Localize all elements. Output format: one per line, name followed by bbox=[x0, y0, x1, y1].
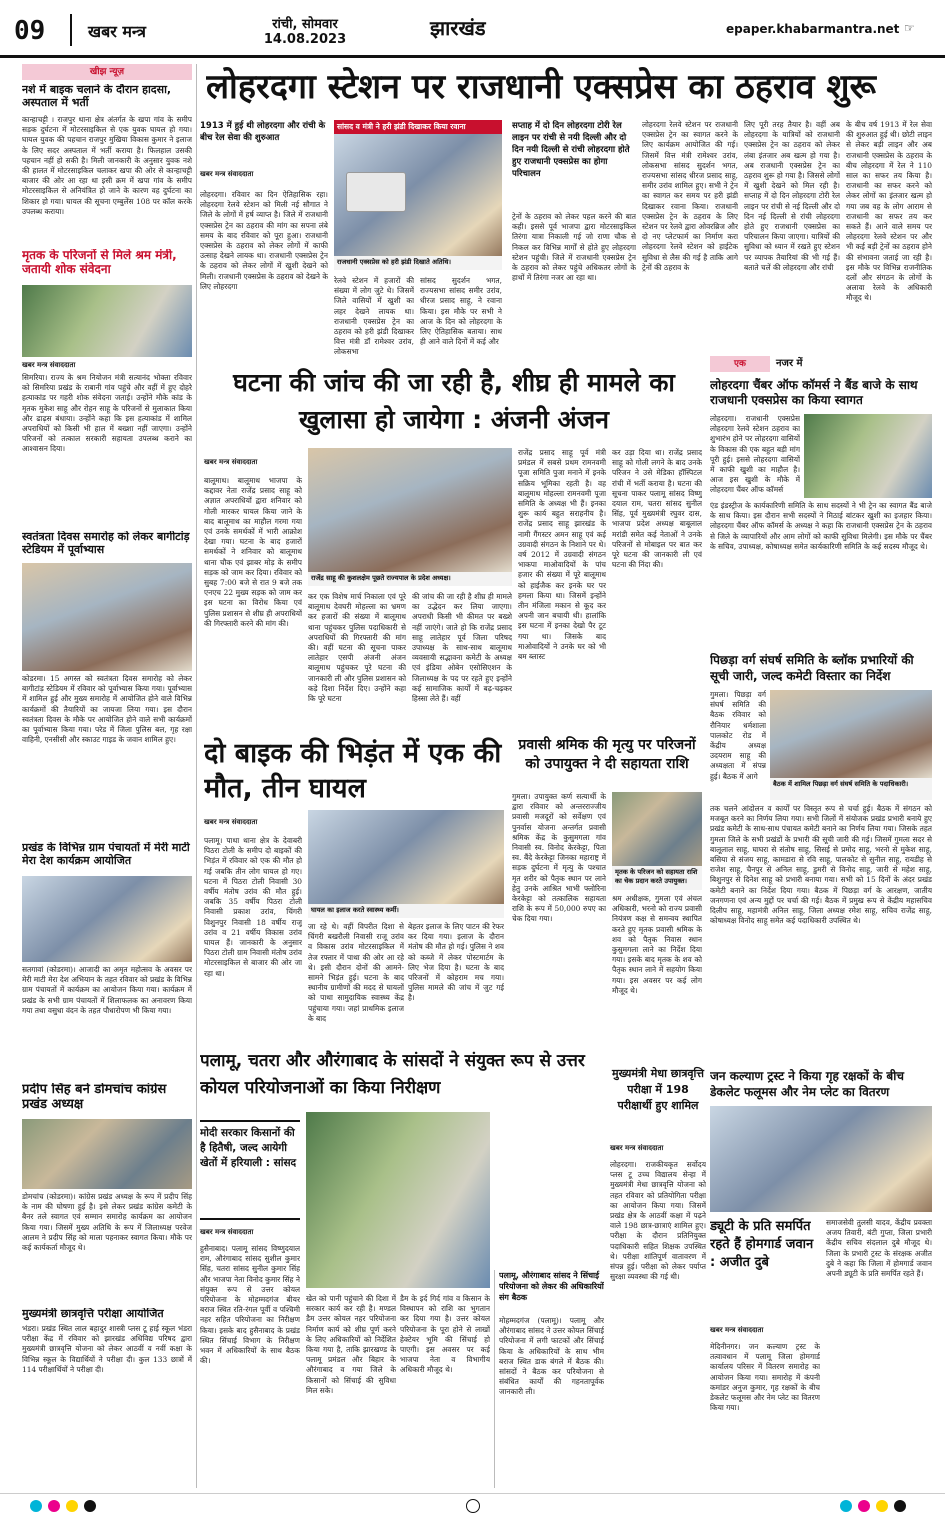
ghatna-headline: घटना की जांच की जा रही है, शीघ्र ही मामले का खुलासा हो जायेगा : अंजनी अंजन bbox=[233, 368, 675, 434]
story6-title: मुख्यमंत्री छात्रवृत्ति परीक्षा आयोजित bbox=[22, 1308, 164, 1320]
print-registration-strip bbox=[0, 1493, 945, 1517]
story5-photo bbox=[22, 1119, 192, 1189]
story5-title: प्रदीप सिंह बने डोमचांच कांग्रेस प्रखंड अध्यक्ष bbox=[22, 1083, 167, 1112]
pichhda-photo-box bbox=[770, 690, 932, 800]
bike-photo-box bbox=[308, 810, 504, 918]
lead-col3: सांसद सुदर्शन भगत, राज्यसभा सांसद समीर उरांव, धीरज प्रसाद साहू, ने रवाना किया। इस मौके पर सभी ने आज के दिन को लोहरदगा के लिए ऐतिहासिक बताया। साथ ही आने वाले दिनों में कई और bbox=[420, 276, 502, 347]
sansad-col3: डैम के इर्द गिर्द गांव व किसान के विस्थापन को राशि का भुगतान कर दिया गया है। उत्तर कोयल परियोजना के पूरा होने से लाखों हेक्टेयर भूमि की सिंचाई हो पाएगी। इस अवसर पर कई भाजपा नेता व विभागीय अधिकारी मौजूद थे। bbox=[400, 1294, 490, 1375]
column-divider bbox=[196, 64, 197, 1488]
bike-photo bbox=[308, 810, 504, 904]
pravasi-col2: श्रम अधीक्षक, गुमला एवं अंचल अधिकारी, भरनो को राज्य प्रवासी नियंत्रण कक्ष से समन्वय स्थापित करते हुए मृतक प्रवासी श्रमिक के शव को पैतृक निवास स्थान कुसुमगला लाने का निर्देश दिया गया। इसके बाद मृतक के शव को पैतृक स्थान लाने में सहयोग किया गया। इस अवसर पर कई लोग मौजूद थे। bbox=[612, 894, 702, 995]
registration-mark-icon bbox=[466, 1499, 480, 1513]
kalyan-headline: जन कल्याण ट्रस्ट ने किया गृह रक्षकों के बीच डेकलेट फलूमस और नेम प्लेट का वितरण bbox=[710, 1069, 905, 1099]
kalyan-text-right: समाजसेवी तुलसी यादव, केंद्रीय प्रवक्ता अजय तिवारी, बंटी गुप्ता, जिला प्रभारी केंद्रीय सचिव संदलाल दुबे मौजूद थे। जिला के प्रभारी ट्रस्ट के संरक्षक अजीत दुबे ने कहा कि जिला में होमगार्ड जवान अपनी ड्यूटी के प्रति समर्पित रहते हैं। bbox=[826, 1218, 932, 1279]
sansad-side-box bbox=[494, 1270, 604, 1488]
magenta-dot bbox=[858, 1500, 870, 1512]
bike-headline: दो बाइक की भिड़ंत में एक की मौत, तीन घायल bbox=[204, 738, 502, 804]
sansad-col2: खेत को पानी पहुंचाने की दिशा में सरकार कार्य कर रही है। मण्डल डैम उत्तर कोयल नहर परियोजना निर्माण कार्य को शीघ्र पूर्ण करने के लिए अधिकारियों को निर्देशित किया गया है, ताकि झारखण्ड के पलामू प्रमंडल और बिहार के औरंगाबाद व गया जिले के किसानों को सिंचाई की सुविधा मिल सके। bbox=[306, 1294, 396, 1395]
city-day: रांची, सोमवार bbox=[272, 17, 338, 32]
bike-reporter: खबर मन्त्र संवाददाता bbox=[204, 818, 258, 826]
story4-title: प्रखंड के विभिन्न ग्राम पंचायतों में मेरी माटी मेरा देश कार्यक्रम आयोजित bbox=[22, 842, 190, 867]
pichhda-text-top: गुमला। पिछड़ा वर्ग संघर्ष समिति की बैठक रविवार को रौनियार धर्मशाला पालकोट रोड में केंद्रीय अध्यक्ष उदयराम साहू की अध्यक्षता में संपन्न हुई। बैठक में आगे bbox=[710, 690, 766, 781]
najar-band bbox=[710, 356, 932, 372]
story1-title: नशे में बाइक चलाने के दौरान हादसा, अस्पताल में भर्ती bbox=[22, 84, 172, 109]
bike-col2: जा रहे थे। वहीं विपरीत दिशा से चिंगरी बखरौली निवासी राजू उरांव व विकास उरांव मोटरसाइकिल में तेज रफ्तार में पाथा की ओर आ रहे थे। इसी दौरान दोनों की आमने-सामने भिड़ंत हुई। घटना के बाद स्थानीय ग्रामीणों की मदद से घायलों को पाथा सामुदायिक स्वास्थ्य केंद्र पहुंचाया गया। जहां प्राथमिक इलाज के बाद bbox=[308, 922, 404, 1023]
lead-deck: सप्ताह में दो दिन लोहरदगा टोरी रेल लाइन पर रांची से नयी दिल्ली और दो दिन नयी दिल्ली से रांची लोहरदगा होते हुए राजधानी एक्सप्रेस का होगा परिचालन bbox=[512, 121, 630, 179]
story2-photo bbox=[22, 285, 192, 357]
kalyan-sub: ड्यूटी के प्रति समर्पित रहते हैं होमगार्ड जवान : अजीत दुबे bbox=[710, 1219, 814, 1270]
medha-reporter: खबर मन्त्र संवाददाता bbox=[610, 1144, 664, 1152]
pravasi-photo-caption: मृतक के परिजन को सहायता राशि का चेक प्रदान करते उपायुक्त। bbox=[612, 866, 702, 890]
bike-photo-caption: घायल का इलाज करते स्वास्थ्य कर्मी। bbox=[308, 904, 504, 918]
sansad-box: मोदी सरकार किसानों की है हितैषी, जल्द आयेगी खेतों में हरियाली : सांसद bbox=[200, 1120, 300, 1220]
bike-col1: पलामू। पाथा थाना क्षेत्र के देवाबरी पिठरा टोली के समीप दो बाइकों की भिड़ंत में रविवार को एक की मौत हो गई जबकि तीन लोग घायल हो गए। घटना में पिठरा टोली निवासी 30 वर्षीय मंतोष उरांव की मौत हुई। जबकि 35 वर्षीय पिठरा टोली निवासी प्रकाश उरांव, चिंगरी विशुनपुर निवासी 18 वर्षीय राजू उरांव व 21 वर्षीय विकास उरांव घायल हैं। जानकारी के अनुसार पिठरा टोली ग्राम निवासी मंतोष उरांव मोटरसाइकिल से बाजार की ओर जा रहा था। bbox=[204, 836, 302, 978]
section-name: झारखंड bbox=[430, 16, 486, 40]
cyan-dot bbox=[840, 1500, 852, 1512]
najar-photo bbox=[804, 414, 932, 498]
story2-title: मृतक के परिजनों से मिले श्रम मंत्री, जतायी शोक संवेदना bbox=[22, 249, 177, 276]
yellow-dot bbox=[66, 1500, 78, 1512]
website[interactable]: epaper.khabarmantra.net bbox=[726, 22, 900, 36]
sansad-photo bbox=[306, 1112, 490, 1288]
najar-box bbox=[710, 356, 932, 642]
ghatna-photo bbox=[308, 448, 512, 572]
sansad-col1: हुसैनाबाद। पलामू सांसद विष्णुदयाल राम, औरंगाबाद सांसद सुशील कुमार सिंह, चतरा सांसद सुनील कुमार सिंह और भाजपा नेता विनोद कुमार सिंह ने संयुक्त रूप से उत्तर कोयल परियोजना के मोहम्मदगंज बीयर बराज स्थित रति-रंगल पूर्वी व पश्चिमी नहर सहित परियोजना का निरीक्षण किया। इसके बाद हुसैनाबाद के प्रखंड स्थित सिंचाई विभाग के निरीक्षण भवन में अधिकारियों के साथ बैठक की। bbox=[200, 1244, 300, 1366]
lead-photo-tag: सांसद व मंत्री ने हरी झंडी दिखाकर किया रवाना bbox=[334, 120, 502, 134]
lead-col2: रेलवे स्टेशन में हजारों की संख्या में लोग जुटे थे। जिसमें जिले वासियों में खुशी का लहर देखने लायक था। राजधानी एक्सप्रेस ट्रेन का ठहराव को हरी झंडी दिखाकर वित्त मंत्री डॉ रामेश्वर उरांव, लोकसभा bbox=[334, 276, 414, 357]
cursor-icon: ☞ bbox=[904, 21, 915, 35]
page-number: 09 bbox=[14, 16, 46, 46]
black-dot bbox=[84, 1500, 96, 1512]
ghatna-col5: कर उड़ा दिया था। राजेंद्र प्रसाद साहू को गोली लगने के बाद उनके परिजन ने उसे मेडिका हॉस्पिटल रांची में भर्ती कराया है। घटना की सूचना पाकर पलामू सांसद विष्णु दयाल राम, चतरा सांसद सुनील सिंह, पूर्व मुख्यमंत्री रघुवर दास, भाजपा प्रदेश अध्यक्ष बाबूलाल मरांडी समेत कई नेताओं ने उनके परिजनों से मोबाइल पर बात कर पूरे घटना की जानकारी ली एवं घटना की निंदा की। bbox=[612, 448, 702, 570]
lead-photo-box bbox=[334, 120, 502, 270]
issue-date: 14.08.2023 bbox=[263, 32, 347, 47]
najar-text: एंड इंडस्ट्रीज के कार्यकारिणी समिति के साथ सदस्यों ने भी ट्रेन का स्वागत बैंड बाजे के साथ किया। इस दौरान सभी सदस्यों ने मिठाई बांटकर खुशी का इजहार किया। लोहरदगा चैंबर ऑफ कॉमर्स के अध्यक्ष ने कहा कि राजधानी एक्सप्रेस ट्रेन के ठहराव से जिले के व्यापारियों और आम लोगों को काफी सुविधा मिलेगी। इस मौके पर चैंबर के सचिव, उपाध्यक्ष, कोषाध्यक्ष समेत कार्यकारिणी समिति के कई सदस्य मौजूद थे। bbox=[710, 501, 932, 551]
ghatna-col4: राजेंद्र प्रसाद साहू पूर्व मंत्री प्रमंडल में सबसे प्रथम रामनवमी पूजा समिति पुजा मनाने में इनके सक्रिय भूमिका रहती है। वह बालूमाथ मोहल्ला रामनवमी पूजा समिति के अध्यक्ष भी हैं। इनका शुरू कार्य बहुत सराहनीय है। राजेंद्र प्रसाद साहू झारखंड के नामी गैंगस्टर अमन साहू एवं कई उग्रवादी संगठन के निशाने पर थे। वर्ष 2012 में उग्रवादी संगठन भाकपा माओवादियों के पांच हजार की संख्या में पूरे बालूमाथ को हाईजैक कर इनके घर पर हमला किया था। जिसमें इन्होंने तीन मंजिला मकान से कूद कर अपनी जान बचायी थी। हालांकि इस घटना में इनका देखो पैर टूट गया था। जिसके बाद माओवादियों ने उनके घर को भी बम ब्लास्ट bbox=[518, 448, 606, 662]
sansad-side-text: मोहम्मदगंज (पलामू)। पलामू और औरंगाबाद सांसद ने उत्तर कोयल सिंचाई परियोजना में लगी फाटकों और सिंचाई किया के अधिकारियों के साथ भीम बराज स्थित डाक बंगले में बैठक की। सांसदों ने बैठक कर परियोजना से संबंधित कार्यों की गहनतापूर्वक जानकारी ली। bbox=[499, 1316, 604, 1397]
lead-col6: लिए पूरी तरह तैयार है। वहीं अब लोहरदगा के यात्रियों को राजधानी एक्सप्रेस ट्रेन का ठहराव को लेकर लंबा इंतजार अब खत्म हो गया है। अब राजधानी एक्सप्रेस ट्रेन का ठहराव शुरू हो गया है। जिससे लोगों में खुशी देखने को मिल रही है। सप्ताह में दो दिन लोहरदगा टोरी रेल लाइन पर रांची से नई दिल्ली और दो दिन नई दिल्ली से रांची लोहरदगा होते हुए राजधानी एक्सप्रेस का परिचालन किया जाएगा। यात्रियों की सुविधा को ध्यान में रखते हुए स्टेशन पर व्यापक तैयारियां की भी गई हैं। बताते चलें की लोहरदगा और रांची bbox=[744, 120, 840, 272]
pichhda-photo bbox=[770, 690, 932, 778]
medha-text: लोहरदगा। राजकीयकृत सर्वोदय प्लस टू उच्च विद्यालय सेन्हा में मुख्यमंत्री मेधा छात्रवृत्ति योजना को तहत रविवार को प्रतियोगिता परीक्षा का आयोजन किया गया। जिसमें प्रखंड क्षेत्र के आठवीं कक्षा में पढ़ने वाले 198 छात्र-छात्राएं शामिल हुए। परीक्षा के दौरान प्रतिनियुक्त पदाधिकारी सहित शिक्षक उपस्थित थे। परीक्षा शांतिपूर्ण वातावरण में संपन्न हुई। परीक्षा को लेकर पर्याप्त सुरक्षा व्यवस्था की गई थी। bbox=[610, 1160, 706, 1282]
ghatna-col3: की जांच की जा रही है शीघ्र ही मामले का उद्भेदन कर लिया जाएगा। अपराधी किसी भी कीमत पर बख्शे नहीं जाएंगे। जाते हो कि राजेंद्र प्रसाद साहू लातेहार पूर्व जिला परिषद उपाध्यक्ष के साथ-साथ बालूमाथ व्यवसायी सद्भावना कमेटी के अध्यक्ष एवं इंडिया ओबेन एसोसिएशन के जिलाध्यक्ष के पद पर रहते हुए इन्होंने कई सामाजिक कार्यों में बढ़-चढ़कर हिस्सा लेते हैं। वहीं bbox=[412, 592, 512, 704]
ghatna-photo-box bbox=[308, 448, 512, 586]
ghatna-col1: बालूमाथ। बालूमाथ भाजपा के कद्दावर नेता राजेंद्र प्रसाद साहू को अज्ञात अपराधियों द्वारा शनिवार को गोली मारकर घायल किया जाने के बाद बालूमाथ का माहौल गरमा गया एवं उनके समर्थकों में भारी आक्रोश देखा गया। घटना के बाद हजारों समर्थकों ने शनिवार को बालूमाथ थाना चौक एवं झाबर मोड़ के समीप सड़क को जाम कर दिया। रविवार को सुबह 7:00 बजे से रात 9 बजे तक एनएच 22 मुख्य सड़क को जाम कर इस घटना का विरोध किया एवं पुलिस प्रशासन से शीघ्र ही अपराधियों की गिरफ्तारी करने की मांग की। bbox=[204, 476, 302, 628]
najar-band-b: नजर में bbox=[770, 356, 932, 372]
story3-photo bbox=[22, 563, 192, 671]
ghatna-col2: कर एक विशेष मार्च निकाला एवं पूरे बालूमाथ देवघरी मोहल्ला का भ्रमण कर हजारों की संख्या में बालूमाथ थाना पहुंचकर पुलिस पदाधिकारी से अपराधियों की गिरफ्तारी की मांग की। वहीं घटना की सूचना पाकर लातेहार एसपी अंजनी अंजन बालूमाथ पहुंचकर पूरे घटना की जानकारी ली और पुलिस प्रशासन को कड़े दिशा निर्देश दिए। उन्होंने कहा कि पूरे घटना bbox=[308, 592, 406, 704]
lead-reporter: खबर मन्त्र संवाददाता bbox=[200, 170, 254, 178]
pravasi-photo bbox=[612, 792, 702, 866]
kalyan-text-left: मेदिनीनगर। जन कल्याण ट्रस्ट के तत्वावधान में पलामू जिला होमगार्ड कार्यालय परिसर में वितरण समारोह का आयोजन किया गया। समारोह में कंपनी कमांडर अनुज कुमार, गृह रक्षकों के बीच डेकलेट फलूमस और नेम प्लेट का वितरण किया गया। bbox=[710, 1342, 820, 1413]
left-column bbox=[22, 64, 192, 1489]
lead-col7: के बीच वर्ष 1913 में रेल सेवा की शुरुआत हुई थी। छोटी लाइन से लेकर बड़ी लाइन और अब राजधानी एक्सप्रेस के ठहराव के बीच लोहरदगा में रेल ने 110 साल का सफर तय किया है। राजधानी का सफर करने को लेकर लोगों का इंतजार खत्म हो गया जब वह के लोग आराम से राजधानी का सफर तय कर सकते हैं। आने वाले समय पर लोहरदगा रेलवे स्टेशन पर और भी कई बड़ी ट्रेनों का ठहराव होने की संभावना जताई जा रही है। इस मौके पर विभिन्न राजनीतिक दलों और संगठन के लोगों के अलावा रेलवे के अधिकारी मौजूद थे। bbox=[846, 120, 932, 303]
story5-body: डोमचांच (कोडरमा)। कांग्रेस प्रखंड अध्यक्ष के रूप में प्रदीप सिंह के नाम की घोषणा हुई है। इसे लेकर प्रखंड कांग्रेस कमेटी के बैनर तले स्वागत एवं सम्मान समारोह कार्यक्रम का आयोजन किया गया। जिसमें मुख्य अतिथि के रूप में जिलाध्यक्ष परवेज आलम ने प्रदीप सिंह को माला पहनाकर स्वागत किया। मौके पर कई कार्यकर्ता मौजूद थे। bbox=[22, 1192, 192, 1253]
pichhda-headline: पिछड़ा वर्ग संघर्ष समिति के ब्लॉक प्रभारियों की सूची जारी, जल्द कमेटी विस्तार का निर्देश bbox=[710, 653, 914, 683]
story3-body: कोडरमा। 15 अगस्त को स्वतंत्रता दिवस समारोह को लेकर बागीटांड़ स्टेडियम में रविवार को पूर्वाभ्यास किया गया। पूर्वाभ्यास में शामिल हुई और मुख्य समारोह में आयोजित होने वाले विभिन्न कार्यक्रमों की तैयारियों का जायजा लिया गया। इस दौरान स्वतंत्रता दिवस के मौके पर आयोजित होने वाले सभी कार्यक्रमों का पूर्वाभ्यास किया गया। परेड में जिला पुलिस बल, गृह रक्षा वाहिनी, एनसीसी और स्काउट गाइड के जवान शामिल हुए। bbox=[22, 674, 192, 745]
lead-photo bbox=[334, 134, 502, 256]
ghatna-photo-caption: राजेंद्र साहू की कुशलक्षेम पूछते राज्यपाल के प्रदेश अध्यक्ष। bbox=[308, 572, 512, 586]
yellow-dot bbox=[876, 1500, 888, 1512]
paper-name: खबर मन्त्र bbox=[88, 22, 146, 41]
story3-title: स्वतंत्रता दिवस समारोह को लेकर बागीटांड़ स्टेडियम में पूर्वाभ्यास bbox=[22, 531, 190, 556]
story4-photo bbox=[22, 876, 192, 962]
najar-band-a: एक bbox=[710, 356, 770, 372]
sansad-headline: पलामू, चतरा और औरंगाबाद के सांसदों ने संयुक्त रूप से उत्तर कोयल परियोजनाओं का किया निरीक्षण bbox=[200, 1051, 585, 1098]
najar-title: लोहरदगा चैंबर ऑफ कॉमर्स ने बैंड बाजे के साथ राजधानी एक्सप्रेस का किया स्वागत bbox=[710, 378, 918, 407]
najar-text-top: लोहरदगा। राजधानी एक्सप्रेस लोहरदगा रेलवे स्टेशन ठहराव का शुभारंभ होने पर लोहरदगा वासियों के विकास की एक बहुत बड़ी मांग पूरी हुई। इससे लोहरदगा वासियों में काफी खुशी का माहौल है। आज इस खुशी के मौके में लोहरदगा चैंबर ऑफ कॉमर्स bbox=[710, 414, 800, 495]
lead-col5: लोहरदगा रेलवे स्टेशन पर राजधानी एक्सप्रेस ट्रेन का स्वागत करने के लिए कार्यक्रम आयोजित की गई। जिसमें वित्त मंत्री रामेश्वर उरांव, लोकसभा सांसद सुदर्शन भगत, राज्यसभा सांसद धीरज प्रसाद साहू, समीर उरांव शामिल हुए। सभी ने ट्रेन का स्वागत कर समय पर हरी झंडी दिखाकर रवाना किया। राजधानी एक्सप्रेस ट्रेन के ठहराव के लिए स्टेशन पर रेलवे द्वारा ओवरब्रिज और दो नए प्लेटफार्म का निर्माण करा लोहरदगा रेलवे स्टेशन को हाईटेक सुविधा से लैस की गई है ताकि आगे ट्रेनों की ठहराव के bbox=[642, 120, 738, 272]
pravasi-headline: प्रवासी श्रमिक की मृत्यु पर परिजनों को उपायुक्त ने दी सहायता राशि bbox=[518, 737, 696, 772]
lead-col1: लोहरदगा। रविवार का दिन ऐतिहासिक रहा। लोहरदगा रेलवे स्टेशन को मिली नई सौगात ने जिले के लोगों में हर्ष व्याप्त है। जिले में राजधानी एक्सप्रेस ट्रेन का ठहराव की मांग का सपना लंबे समय के बाद रविवार को पूरा हुआ। राजधानी एक्सप्रेस के ठहराव को लेकर लोगों में काफी उत्साह देखने लायक था। राजधानी एक्सप्रेस ट्रेन के ठहराव को लेकर लोगों में खुशी देखने को मिली। राजधानी एक्सप्रेस के ठहराव को देखने के लिए लोहरदगा bbox=[200, 190, 328, 291]
bike-col3: बेहतर इलाज के लिए पाटन की रेफर कर दिया गया। इलाज के दौरान मंतोष की मौत हो गई। पुलिस ने शव को कब्जे में लेकर पोस्टमार्टम के लिए भेज दिया है। घटना के बाद परिजनों में कोहराम मच गया। पुलिस मामले की जांच में जुट गई है। bbox=[408, 922, 504, 1003]
kalyan-reporter: खबर मन्त्र संवाददाता bbox=[710, 1326, 764, 1334]
story6-body: भंडरा। प्रखंड स्थित लाल बहादुर शास्त्री प्लस टू हाई स्कूल भंडरा परीक्षा केंद्र में रविवार को झारखंड अधिविद्य परिषद द्वारा मुख्यमंत्री छात्रवृत्ति योजना को लेकर आठवीं व नवीं कक्षा के विभिन्न स्कूल के विद्यार्थियों ने परीक्षा दी। कुल 133 छात्रों में 114 परीक्षार्थियों ने परीक्षा दी। bbox=[22, 1324, 192, 1374]
story2-reporter: खबर मन्त्र संवाददाता bbox=[22, 361, 76, 369]
pravasi-photo-box bbox=[612, 792, 702, 890]
story1-body: कान्हाचट्टी । राजपुर थाना क्षेत्र अंतर्गत के खपा गांव के समीप सड़क दुर्घटना में मोटरसाइकिल से एक युवक घायल हो गया। घायल युवक की पहचान राजपुर मुखिया विकास कुमार ने इलाज के लिए सदर अस्पताल में भर्ती कराया है। फिलहाल उसकी पहचान नहीं हो सकी है। मिली जानकारी के अनुसार युवक नशे की हालत में मोटरसाइकिल चलाकर खपा की ओर से कान्हाचट्टी बाजार की ओर आ रहा था इसी क्रम में खपा गांव के समीप मोटरसाइकिल से अनियंत्रित हो जाने के कारण वह दुर्घटना का शिकार हो गया। घायल की सूचना एम्बुलेंस 108 पर कॉल करके उपलब्ध कराया। bbox=[22, 115, 192, 216]
medha-headline: मुख्यमंत्री मेधा छात्रवृत्ति परीक्षा में 198 परीक्षार्थी हुए शामिल bbox=[612, 1067, 704, 1112]
lead-headline: लोहरदगा स्टेशन पर राजधानी एक्सप्रेस का ठहराव शुरू bbox=[206, 67, 876, 107]
sansad-reporter: खबर मन्त्र संवाददाता bbox=[200, 1228, 254, 1236]
train-engine-shape bbox=[346, 172, 406, 212]
black-dot bbox=[894, 1500, 906, 1512]
ghatna-reporter: खबर मन्त्र संवाददाता bbox=[204, 458, 258, 466]
kalyan-photo bbox=[710, 1106, 932, 1212]
cyan-dot bbox=[30, 1500, 42, 1512]
lead-col4: ट्रेनों के ठहराव को लेकर पहल करने की बात कही। इससे पूर्व भाजपा द्वारा मोटरसाइकिल तिरंगा यात्रा निकाली गई जो राणा चौक से निकल कर विभिन्न मार्गों से होते हुए लोहरदगा स्टेशन पहुंची। जिले में राजधानी एक्सप्रेस ट्रेन के ठहराव को लेकर पहुंचे अधिकतर लोगों के हाथों में तिरंगा नजर आ रहा था। bbox=[512, 212, 636, 283]
pichhda-photo-caption: बैठक में शामिल पिछड़ा वर्ग संघर्ष समिति के पदाधिकारी। bbox=[770, 778, 932, 800]
lead-intro: 1913 में हुई थी लोहरदगा और रांची के बीच रेल सेवा की शुरुआत bbox=[200, 121, 326, 143]
divider bbox=[70, 14, 72, 46]
pichhda-text: तक चलने आंदोलन व कार्यों पर विस्तृत रूप से चर्चा हुई। बैठक में संगठन को मजबूत करने का निर्णय लिया गया। सभी जिलों में संयोजक प्रखंड प्रभारी बनाये हुए प्रखंड कमेटी के साथ-साथ पंचायत कमेटी बनाने का निर्णय लिया गया। जिसके तहत गुमला जिले के सभी प्रखंडों के प्रभारी की सूची जारी की गई। जिसमें गुमला सदर से बालूलाल साहू, घाघरा से संतोष साहू, सिसई से प्रमोद साहू, भरनो से मुकेश साहू, बसिया से संजय साहू, कामडारा से रवि साहू, पालकोट से सुनील साहू, रायडीह से राजेश साहू, चैनपुर से अनिल साहू, डुमरी से विनोद साहू, जारी से महेश साहू, बिशुनपुर से दिनेश साहू को प्रभारी बनाया गया। सभी को 15 दिनों के अंदर प्रखंड कमेटी बनाने का निर्देश दिया गया। बैठक में पिछड़ा वर्ग के आरक्षण, जातीय जनगणना एवं अन्य मुद्दों पर चर्चा की गई। बैठक में प्रमुख रूप से केंद्रीय महासचिव दिलीप साहू, महामंत्री अनिल साहू, जिला अध्यक्ष रमेश साहू, सचिव राजेंद्र साहू, कोषाध्यक्ष विनोद साहू समेत कई पदाधिकारी उपस्थित थे। bbox=[710, 804, 932, 926]
lead-photo-caption: राजधानी एक्सप्रेस को हरी झंडी दिखाते अतिथि। bbox=[334, 256, 502, 270]
story4-body: सतगावां (कोडरमा)। आजादी का अमृत महोत्सव के अवसर पर मेरी माटी मेरा देश अभियान के तहत रविवार को प्रखंड के विभिन्न ग्राम पंचायतों में कार्यक्रम का आयोजन किया गया। कार्यक्रम में प्रखंड के सभी ग्राम पंचायतों में शिलाफलक का अनावरण किया गया तथा वसुधा वंदन के तहत पौधारोपण भी किया गया। bbox=[22, 965, 192, 1015]
magenta-dot bbox=[48, 1500, 60, 1512]
story2-body: सिमरिया। राज्य के श्रम नियोजन मंत्री सत्यानंद भोक्ता रविवार को सिमरिया प्रखंड के राबानी गांव पहुंचे और वहीं में हुए दोहरे हत्याकांड पर गहरी शोक संवेदना जताई। उन्होंने मौके कांड के मृतक मुकेश साहू और रोहन साहू के परिजनों से मुलाकात किया और ढाढ़स बंधाया। उन्होंने कहा कि इस हत्याकांड में शामिल अपराधियों को किसी भी हाल में बख्शा नहीं जाएगा। उन्होंने परिजनों को तत्काल सरकारी सहायता उपलब्ध कराने का आश्वासन दिया। bbox=[22, 373, 192, 454]
pravasi-col1: गुमला। उपायुक्त कर्ण सत्यार्थी के द्वारा रविवार को अन्तरराज्जीय प्रवासी मजदूरों को सर्वेक्षण एवं पुनर्वास योजना अन्तर्गत प्रवासी श्रमिक केंद्र के कुसुमगला गांव निवासी स्व. विनोद केरकेट्टा, पिता स्व. बैंदे केरकेट्टा जिनका महाराष्ट्र में सड़क दुर्घटना में मृत्यु के पश्चात मृत शरीर को पैतृक स्थान पर लाने हेतु उनके आश्रित भाभी फ्लोरिना केरकेट्टा को तत्कालिक सहायता राशि के रूप में 50,000 रुपए का चेक दिया गया। bbox=[512, 792, 606, 924]
najar-top-row bbox=[710, 414, 932, 498]
sansad-side-title: पलामू, औरंगाबाद सांसद ने सिंचाई परियोजना को लेकर की अधिकारियों संग बैठक bbox=[499, 1271, 604, 1302]
khabar-news-band: खीझ न्यूज़ bbox=[22, 64, 192, 80]
masthead bbox=[0, 0, 945, 58]
